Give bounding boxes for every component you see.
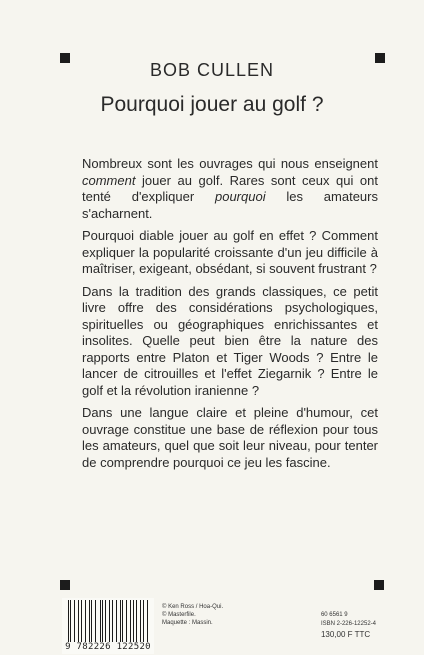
barcode-stripe (107, 600, 108, 642)
credit-line-1: © Ken Ross / Hoa-Qui. (162, 604, 224, 610)
corner-mark-bottom-right (374, 580, 384, 590)
blurb-paragraph-3: Dans la tradition des grands classiques, ce petit livre offre des considérations psychologiques, spirituelles ou géographiques enrichissantes et insolites. Quelle peut bien être la nature des rapports entre Platon et Tiger Woods ? Entre le lancer de citrouilles et l'effet Ziegarnik ? Entre le golf et la révolution iranienne ? (82, 283, 378, 398)
barcode-stripe (126, 600, 127, 642)
blurb-paragraph-1 (82, 156, 378, 222)
blurb-text: Nombreux sont les ouvrages qui nous enseignent (82, 156, 378, 171)
blurb-paragraph-2: Pourquoi diable jouer au golf en effet ? Comment expliquer la popularité croissante d'un jeu difficile à maîtriser, exigeant, obsédant, si souvent frustrant ? (82, 228, 378, 276)
price: 130,00 F TTC (320, 630, 371, 639)
barcode-stripe (133, 600, 134, 642)
barcode-stripe (85, 600, 86, 642)
barcode-stripe (136, 600, 137, 642)
barcode-block (62, 598, 154, 654)
barcode-stripe (102, 600, 103, 642)
barcode-stripe (120, 600, 121, 642)
isbn-number: ISBN 2-226-12252-4 (320, 621, 376, 627)
barcode-stripe (141, 600, 142, 642)
book-title: Pourquoi jouer au golf ? (100, 93, 324, 116)
blurb-text: les amateurs s'acharnent. (82, 189, 378, 221)
product-code: 60 6561 9 (320, 612, 348, 618)
barcode-stripe (97, 600, 98, 642)
isbn-block (321, 611, 376, 640)
barcode-icon (68, 600, 150, 642)
credit-line-3: Maquette : Massin. (162, 620, 213, 626)
barcode-stripe (75, 600, 76, 642)
blurb-emphasis-pourquoi: pourquoi (214, 189, 266, 204)
blurb-text: jouer au golf. Rares sont ceux qui ont tenté d'expliquer (82, 172, 378, 204)
barcode-stripe (143, 600, 144, 642)
blurb-emphasis-comment: comment (82, 172, 136, 188)
barcode-stripe (116, 600, 117, 642)
barcode-number: 9 782226 122520 (65, 642, 151, 652)
barcode-stripe (91, 600, 92, 642)
credit-line-2: © Masterfile. (162, 612, 196, 618)
corner-mark-bottom-left (60, 580, 70, 590)
author-name: BOB CULLEN (149, 60, 275, 80)
photo-credits (162, 603, 223, 627)
blurb (82, 156, 378, 477)
blurb-paragraph-4: Dans une langue claire et pleine d'humour, cet ouvrage constitue une base de réflexion pour tous les amateurs, quel que soit leur niveau, pour tenter de comprendre pourquoi ce jeu les fascine. (82, 405, 378, 470)
